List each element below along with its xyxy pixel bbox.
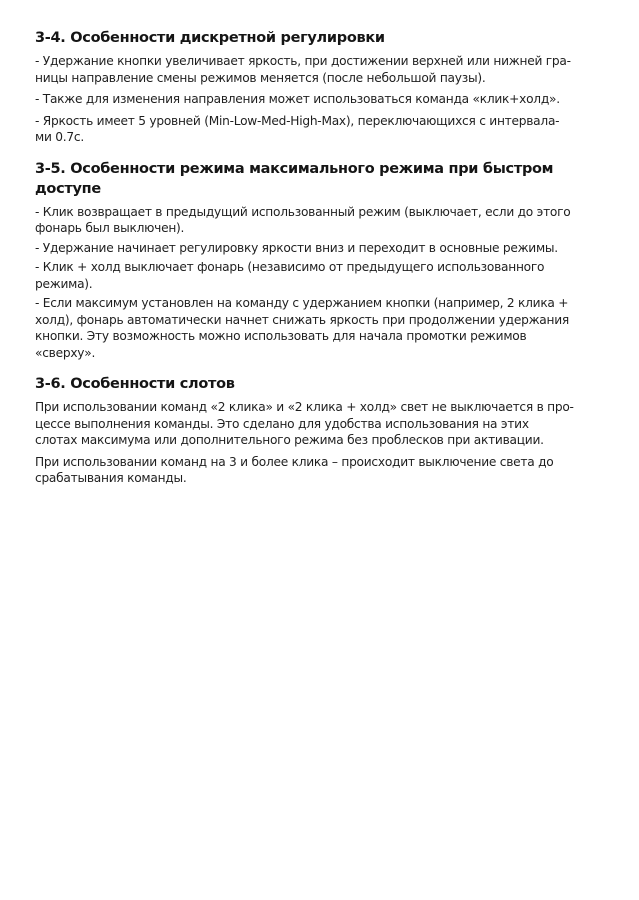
paragraph: При использовании команд «2 клика» и «2 клика + холд» свет не выключается в про- цессе выполнения команды. Это сделано для удобства использования на этих слотах максимума или дополнительного режима без проблесков при активации.: [35, 400, 574, 447]
section-3-5: [35, 159, 613, 362]
section-title: 3-5. Особенности режима максимального режима при быстром доступе: [35, 160, 554, 197]
paragraph: - Клик возвращает в предыдущий использованный режим (выключает, если до этого фонарь был выключен).: [35, 204, 571, 235]
paragraph: - Клик + холд выключает фонарь (независимо от предыдущего использованного режима).: [35, 260, 545, 291]
section-3-6: [35, 374, 613, 487]
paragraph: - Яркость имеет 5 уровней (Min-Low-Med-High-Max), переключающихся с интервала- ми 0.7с.: [35, 113, 560, 144]
paragraph: - Удержание начинает регулировку яркости вниз и переходит в основные режимы.: [35, 240, 558, 255]
section-title: 3-6. Особенности слотов: [35, 376, 235, 392]
section-3-4: [35, 28, 613, 146]
paragraph: - Удержание кнопки увеличивает яркость, при достижении верхней или нижней гра- ницы направление смены режимов меняется (после небольшой паузы).: [35, 54, 571, 85]
document-content: [35, 28, 613, 500]
section-title: 3-4. Особенности дискретной регулировки: [35, 30, 385, 46]
paragraph: При использовании команд на 3 и более клика – происходит выключение света до срабатывания команды.: [35, 454, 554, 485]
paragraph: - Если максимум установлен на команду с удержанием кнопки (например, 2 клика + холд), фонарь автоматически начнет снижать яркость при продолжении удержания кнопки. Эту возможность можно использовать для начала промотки режимов «сверху».: [35, 296, 569, 360]
paragraph: - Также для изменения направления может использоваться команда «клик+холд».: [35, 92, 560, 106]
